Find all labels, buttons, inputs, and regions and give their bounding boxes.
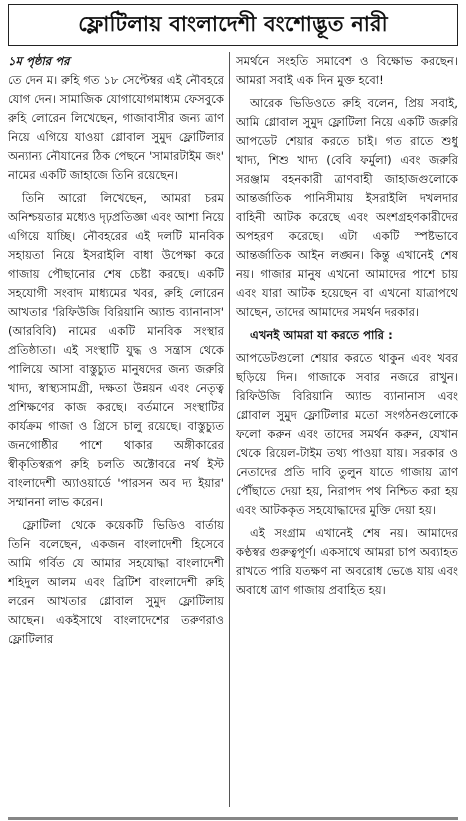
left-column xyxy=(8,52,224,808)
column-divider xyxy=(229,52,230,807)
paragraph-2: তিনি আরো লিখেছেন, আমরা চরম অনিশ্চয়তার মধ্যেও দৃঢ়প্রতিজ্ঞা এবং আশা নিয়ে এগিয়ে যাচ্ছি। নৌবহরের এই দলটি মানবিক সহায়তা নিয়ে ইসরাইলি বাধা উপেক্ষা করে গাজায় পৌছানোর শেষ চেষ্টা করছে। একটি সহযোগী সংবাদ মাধ্যমের খবর, রুহি লোরেন আখতার 'রিফিউজি বিরিয়ানি অ্যান্ড ব্যানানাস' (আরবিবি) নামের একটি মানবিক সংস্থার প্রতিষ্ঠাতা। এই সংস্থাটি যুদ্ধ ও সন্ত্রাস থেকে পালিয়ে আসা বাস্তুচ্যুত মানুষদের জন্য জরুরি খাদ্য, স্বাস্থ্যসামগ্রী, দক্ষতা উন্নয়ন এবং নেতৃত্ব প্রশিক্ষণের কাজ করছে। বর্তমানে সংস্থাটির কার্যক্রম গাজা ও গ্রিসে চালু রয়েছে। বাস্তুচ্যুত জনগোষ্ঠীর পাশে থাকার অঙ্গীকারের স্বীকৃতিস্বরূপ রুহি চলতি অক্টোবরে নর্থ ইস্ট বাংলাদেশী অ্যাওয়ার্ডে 'পারসন অব দ্য ইয়ার' সম্মাননা লাভ করেন। xyxy=(8,191,224,509)
paragraph-1-text: তে দেন ম। রুহি গত ১৮ সেপ্টেম্বর এই নৌবহরে যোগ দেন। সামাজিক যোগাযোগমাধ্যম ফেসবুকে রুহি লোরেন লিখেছেন, গাজাবাসীর জন্য ত্রাণ নিয়ে এগিয়ে যাওয়া গ্লোবাল সুমুদ ফ্লোটিলার অন্যান্য নৌযানের ঠিক পেছনে 'সামারটাইম জং' নামের একটি জাহাজে তিনি রয়েছেন। xyxy=(8,73,224,182)
paragraph-7: এই সংগ্রাম এখানেই শেষ নয়। আমাদের কণ্ঠস্বর গুরুত্বপূর্ণ। একসাথে আমরা চাপ অব্যাহত রাখতে পারি যতক্ষণ না অবরোধ ভেঙে যায় এবং অবাধে ত্রাণ গাজায় প্রবাহিত হয়। xyxy=(236,526,458,597)
subheading: এখনই আমরা যা করতে পারি : xyxy=(250,328,393,342)
headline-box xyxy=(8,4,458,46)
right-column xyxy=(236,52,458,808)
paragraph-3: ফ্লোটিলা থেকে কয়েকটি ভিডিও বার্তায় তিনি বলেছেন, একজন বাংলাদেশী হিসেবে আমি গর্বিত যে আমার সহযোদ্ধা বাংলাদেশী শহিদুল আলম এবং ব্রিটিশ বাংলাদেশী রুহি লরেন আখতার গ্লোবাল সুমুদ ফ্লোটিলায় আছেন। একইসাথে বাংলাদেশের তরুণরাও ফ্লোটিলার xyxy=(8,518,224,646)
paragraph-6: আপডেটগুলো শেয়ার করতে থাকুন এবং খবর ছড়িয়ে দিন। গাজাকে সবার নজরে রাখুন। রিফিউজি বিরিয়ানি অ্যান্ড ব্যানানাস এবং গ্লোবাল সুমুদ ফ্লোটিলার মতো সংগঠনগুলোকে ফলো করুন এবং তাদের সমর্থন করুন, যেখান থেকে রিয়েল-টাইম তথ্য পাওয়া যায়। সরকার ও নেতাদের প্রতি দাবি তুলুন যাতে গাজায় ত্রাণ পৌঁছাতে দেয়া হয়, নিরাপদ পথ নিশ্চিত করা হয় এবং আটককৃত সহযোদ্ধাদের মুক্তি দেয়া হয়। xyxy=(236,351,458,517)
continued-label: ১ম পৃষ্ঠার পর xyxy=(8,54,70,68)
headline: ফ্লোটিলায় বাংলাদেশী বংশোদ্ভূত নারী xyxy=(78,11,388,36)
next-article-edge xyxy=(8,811,458,821)
paragraph-5: আরেক ভিডিওতে রুহি বলেন, প্রিয় সবাই, আমি গ্লোবাল সুমুদ ফ্লোটিলা নিয়ে একটি জরুরি আপডেট শেয়ার করতে চাই। গত রাতে শুধু খাদ্য, শিশু খাদ্য (বেবি ফর্মুলা) এবং জরুরি সরঞ্জাম বহনকারী ত্রাণবাহী জাহাজগুলোকে আন্তর্জাতিক পানিসীমায় ইসরাইলি দখলদার বাহিনী আটক করেছে এবং অংশগ্রহণকারীদের অপহরণ করেছে। এটা একটি স্পষ্টভাবে আন্তর্জাতিক আইন লঙ্ঘন। কিন্তু এখানেই শেষ নয়। গাজার মানুষ এখনো আমাদের পাশে চায় এবং যারা আটক হয়েছেন বা এখনো যাত্রাপথে আছেন, তাদের আমাদের সমর্থন দরকার। xyxy=(236,96,458,319)
paragraph-4: সমর্থনে সংহতি সমাবেশ ও বিক্ষোভ করছেন। আমরা সবাই এক দিন মুক্ত হবো! xyxy=(236,54,458,87)
paragraph-1 xyxy=(8,52,224,185)
